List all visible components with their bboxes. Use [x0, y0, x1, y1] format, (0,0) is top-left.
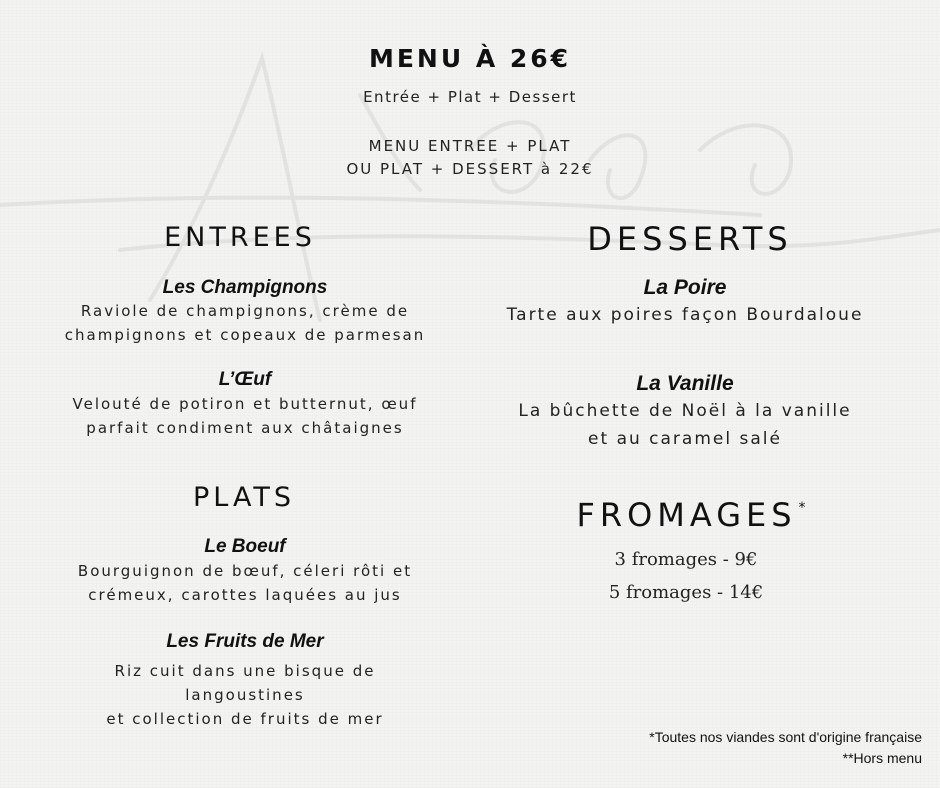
- menu-alt-line-2: OU PLAT + DESSERT à 22€: [346, 160, 594, 178]
- dish-name-oeuf: L’Œuf: [218, 369, 272, 390]
- dish-desc-champignons-2: champignons et copeaux de parmesan: [64, 326, 426, 344]
- dish-desc-oeuf-1: Velouté de potiron et butternut, œuf: [72, 395, 418, 413]
- fromage-option-3: 3 fromages - 9€: [614, 549, 758, 570]
- fromages-star: *: [798, 500, 806, 516]
- menu-title: MENU À 26€: [368, 44, 572, 73]
- footnote-hors-menu: **Hors menu: [842, 750, 922, 766]
- dish-desc-poire-1: Tarte aux poires façon Bourdaloue: [506, 305, 864, 325]
- dish-desc-vanille-2: et au caramel salé: [588, 429, 782, 449]
- dish-desc-vanille-1: La bûchette de Noël à la vanille: [518, 401, 852, 421]
- dish-desc-boeuf-1: Bourguignon de bœuf, céleri rôti et: [77, 562, 413, 580]
- dish-name-fruits-de-mer: Les Fruits de Mer: [166, 631, 324, 652]
- dish-name-poire: La Poire: [643, 276, 727, 299]
- section-heading-plats: PLATS: [193, 482, 295, 513]
- dish-name-champignons: Les Champignons: [162, 277, 328, 298]
- section-heading-fromages: [530, 496, 850, 534]
- dish-desc-boeuf-2: crémeux, carottes laquées au jus: [88, 586, 402, 604]
- section-heading-entrees: ENTREES: [164, 222, 316, 253]
- dish-name-vanille: La Vanille: [636, 372, 734, 395]
- fromage-option-5: 5 fromages - 14€: [608, 582, 764, 603]
- dish-desc-champignons-1: Raviole de champignons, crème de: [80, 302, 410, 320]
- dish-desc-fruits-de-mer-3: et collection de fruits de mer: [106, 710, 384, 728]
- footnote-origin: *Toutes nos viandes sont d'origine française: [649, 729, 922, 745]
- dish-name-boeuf: Le Boeuf: [204, 536, 286, 557]
- dish-desc-fruits-de-mer-2: langoustines: [185, 686, 305, 704]
- dish-desc-fruits-de-mer-1: Riz cuit dans une bisque de: [114, 662, 376, 680]
- fromages-heading-text: FROMAGES: [576, 496, 797, 534]
- section-heading-desserts: DESSERTS: [587, 220, 793, 258]
- menu-alt-line-1: MENU ENTREE + PLAT: [368, 137, 572, 155]
- menu-subtitle: Entrée + Plat + Dessert: [363, 88, 577, 106]
- dish-desc-oeuf-2: parfait condiment aux châtaignes: [86, 419, 404, 437]
